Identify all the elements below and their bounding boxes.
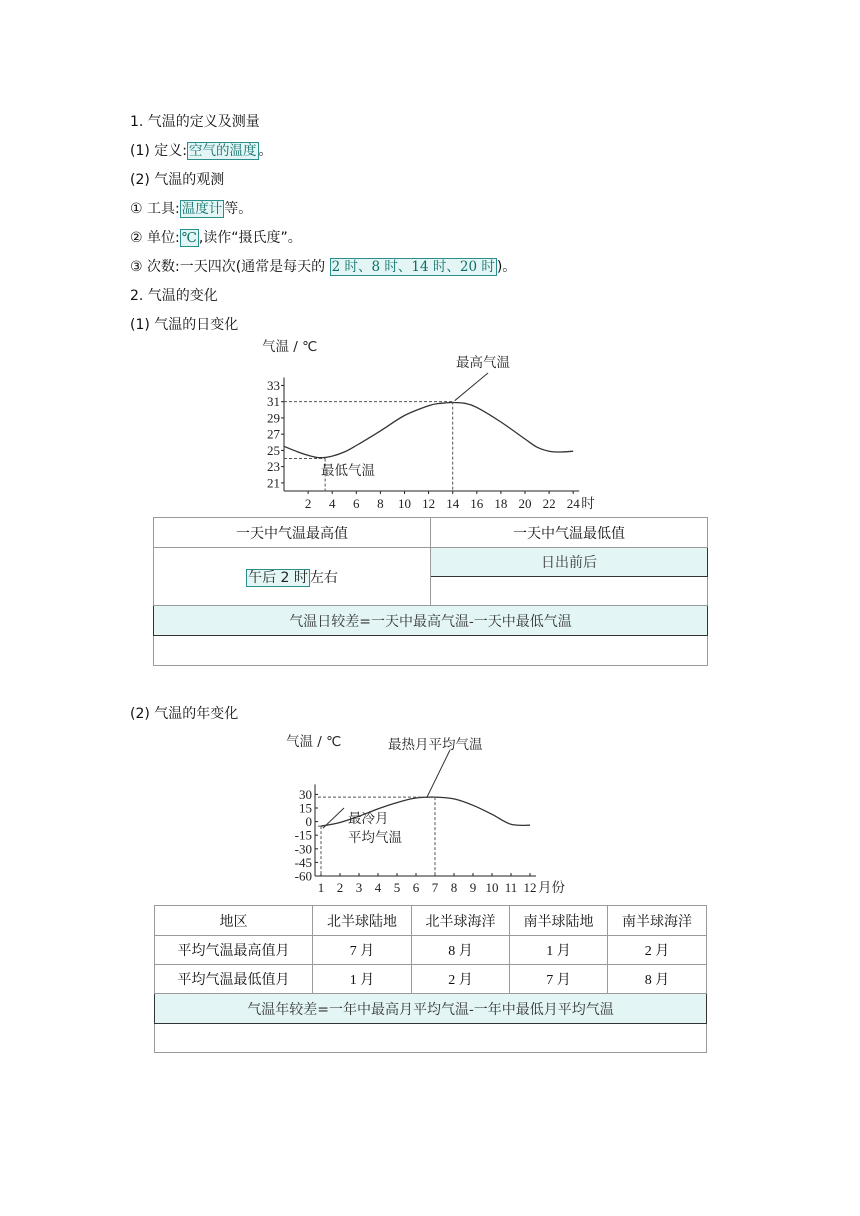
daily-max-suffix: 左右 [309,569,338,586]
annual-cell: 1 月 [510,936,608,965]
y-tick-label: -30 [294,841,312,857]
annual-table [154,905,707,1053]
daily-max-answer: 午后 2 时 [248,569,308,586]
x-tick-label: 16 [470,496,484,511]
x-tick-label: 9 [469,880,477,895]
max-temp-annotation: 最高气温 [456,355,510,371]
definition-prefix: (1) 定义: [130,143,187,159]
x-tick-label: 8 [450,880,458,895]
max-leader-line [455,373,488,401]
x-unit-label: 月份 [538,880,565,896]
section-2-title: 2. 气温的变化 [130,288,218,304]
annual-cell: 7 月 [510,965,608,994]
daily-range-formula: 气温日较差=一天中最高气温-一天中最低气温 [154,606,708,636]
definition-suffix: 。 [258,143,273,159]
y-tick-label: 15 [299,800,312,816]
x-tick-label: 7 [431,880,439,895]
y-axis-label: 气温 / ℃ [286,734,342,750]
y-tick-label: -45 [294,854,312,870]
annual-head-nh-ocean: 北半球海洋 [412,906,510,936]
y-tick-label: 0 [305,814,312,830]
daily-blank-row [154,636,708,666]
hottest-month-annotation: 最热月平均气温 [388,737,483,753]
unit-suffix: ,读作“摄氏度”。 [198,230,302,246]
x-tick-label: 3 [355,880,363,895]
y-tick-label: 27 [267,426,280,442]
x-tick-label: 22 [542,496,556,511]
hot-leader-line [427,750,450,797]
annual-temperature-chart [280,728,605,900]
x-tick-label: 24 [566,496,580,511]
x-tick-label: 4 [328,496,336,511]
tool-answer: 温度计 [181,201,223,217]
x-tick-label: 6 [412,880,420,895]
x-tick-label: 5 [393,880,401,895]
y-tick-label: 25 [267,442,280,458]
y-tick-label: 23 [267,459,280,475]
annual-cell: 1 月 [313,965,412,994]
observation-title: (2) 气温的观测 [130,172,225,188]
annual-head-nh-land: 北半球陆地 [313,906,412,936]
coldest-month-annotation-2: 平均气温 [348,830,402,846]
tool-suffix: 等。 [224,201,253,217]
min-temp-annotation: 最低气温 [321,463,375,479]
coldest-month-annotation: 最冷月 [348,811,389,827]
x-tick-label: 2 [304,496,312,511]
x-tick-label: 14 [446,496,460,511]
x-tick-label: 6 [353,496,360,511]
x-tick-label: 11 [504,880,518,895]
daily-max-cell [154,548,431,606]
y-tick-label: 21 [267,475,280,491]
times-prefix: ③ 次数:一天四次(通常是每天的 [130,259,326,275]
annual-change-title: (2) 气温的年变化 [130,706,239,722]
unit-answer: ℃ [181,230,197,246]
annual-row-label: 平均气温最高值月 [155,936,313,965]
y-tick-label: 30 [299,786,312,802]
annual-cell: 8 月 [412,936,510,965]
y-tick-label: 33 [267,377,280,393]
unit-prefix: ② 单位: [130,230,180,246]
daily-change-title: (1) 气温的日变化 [130,317,239,333]
definition-line [130,140,273,162]
daily-min-blank [431,577,708,606]
y-tick-label: -15 [294,827,312,843]
times-line [130,256,516,278]
y-tick-label: 29 [267,410,280,426]
x-tick-label: 12 [523,880,537,895]
annual-cell: 8 月 [608,965,707,994]
tool-prefix: ① 工具: [130,201,180,217]
tool-line [130,198,252,220]
y-tick-label: 31 [267,394,280,410]
annual-cell: 2 月 [608,936,707,965]
annual-head-region: 地区 [155,906,313,936]
cold-leader-line [323,808,344,828]
daily-head-min: 一天中气温最低值 [431,518,708,548]
definition-answer: 空气的温度 [189,143,257,159]
x-tick-label: 8 [377,496,384,511]
annual-head-sh-land: 南半球陆地 [510,906,608,936]
daily-head-max: 一天中气温最高值 [154,518,431,548]
annual-cell: 7 月 [313,936,412,965]
daily-table [153,517,708,666]
x-unit-label: 时 [581,496,595,512]
annual-cell: 2 月 [412,965,510,994]
annual-head-sh-ocean: 南半球海洋 [608,906,707,936]
annual-row-label: 平均气温最低值月 [155,965,313,994]
y-tick-label: -60 [294,868,312,884]
table-row [155,936,707,965]
times-suffix: )。 [496,259,517,275]
temperature-curve [284,403,573,458]
x-tick-label: 1 [317,880,325,895]
x-tick-label: 12 [422,496,436,511]
annual-range-formula: 气温年较差=一年中最高月平均气温-一年中最低月平均气温 [155,994,707,1024]
annual-header-row [155,906,707,936]
unit-line [130,227,302,249]
x-tick-label: 4 [374,880,382,895]
x-tick-label: 10 [485,880,499,895]
daily-min-answer: 日出前后 [431,548,708,577]
times-answer: 2 时、8 时、14 时、20 时 [331,259,495,275]
x-tick-label: 18 [494,496,508,511]
annual-blank-row [155,1024,707,1053]
x-tick-label: 2 [336,880,344,895]
y-axis-label: 气温 / ℃ [262,339,318,355]
daily-temperature-chart [258,338,603,518]
x-tick-label: 10 [398,496,411,511]
section-1-title: 1. 气温的定义及测量 [130,114,260,130]
table-row [155,965,707,994]
x-tick-label: 20 [518,496,532,511]
